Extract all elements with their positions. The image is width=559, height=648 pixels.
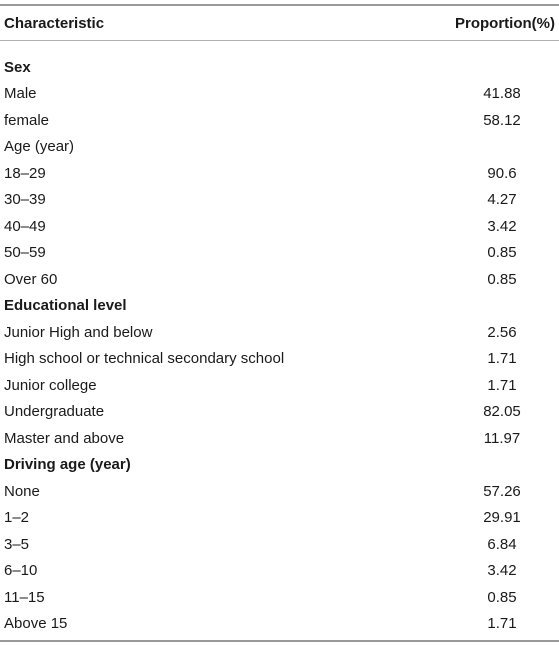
row-label: Undergraduate [4, 403, 105, 421]
table-row [0, 584, 559, 611]
table-row [0, 425, 559, 452]
section-heading: Sex [4, 58, 31, 76]
row-label: High school or technical secondary school [4, 350, 285, 368]
row-value: 0.85 [487, 588, 517, 606]
row-value: 0.85 [487, 270, 517, 288]
table-row [0, 134, 559, 161]
row-value: 58.12 [483, 111, 521, 129]
table-row [0, 266, 559, 293]
row-label: Master and above [4, 429, 125, 447]
table-bottom-rule [0, 640, 559, 642]
row-value: 2.56 [487, 323, 517, 341]
row-value: 1.71 [487, 350, 517, 368]
table-row [0, 531, 559, 558]
row-value: 1.71 [487, 615, 517, 633]
table-body [0, 54, 559, 637]
table-row [0, 107, 559, 134]
row-value: 3.42 [487, 217, 517, 235]
table-row [0, 478, 559, 505]
row-label: Male [4, 85, 37, 103]
row-value: 4.27 [487, 191, 517, 209]
table-row [0, 187, 559, 214]
table-row [0, 213, 559, 240]
row-value: 6.84 [487, 535, 517, 553]
table-row [0, 611, 559, 638]
row-label: 40–49 [4, 217, 46, 235]
section-heading-row [0, 452, 559, 479]
row-value: 82.05 [483, 403, 521, 421]
table-row [0, 399, 559, 426]
row-label: 6–10 [4, 562, 38, 580]
table-row [0, 81, 559, 108]
row-label: 18–29 [4, 164, 46, 182]
row-label: Over 60 [4, 270, 58, 288]
table-row [0, 558, 559, 585]
row-label: 30–39 [4, 191, 46, 209]
row-label: Age (year) [4, 138, 75, 156]
section-heading: Driving age (year) [4, 456, 131, 474]
section-heading-row [0, 293, 559, 320]
row-label: None [4, 482, 40, 500]
row-label: 11–15 [4, 588, 45, 606]
row-label: 1–2 [4, 509, 30, 527]
table-row [0, 240, 559, 267]
table-row [0, 505, 559, 532]
header-proportion: Proportion(%) [455, 14, 555, 32]
table-row [0, 346, 559, 373]
row-label: 3–5 [4, 535, 30, 553]
header-characteristic: Characteristic [4, 14, 105, 32]
table-row [0, 319, 559, 346]
row-value: 11.97 [483, 429, 521, 447]
row-value: 90.6 [487, 164, 517, 182]
row-value: 29.91 [483, 509, 521, 527]
row-value: 0.85 [487, 244, 517, 262]
row-value: 1.71 [487, 376, 517, 394]
row-value: 3.42 [487, 562, 517, 580]
table-header-row [0, 6, 559, 40]
row-value: 57.26 [483, 482, 521, 500]
row-label: Junior college [4, 376, 97, 394]
section-heading: Educational level [4, 297, 127, 315]
section-heading-row [0, 54, 559, 81]
row-label: 50–59 [4, 244, 46, 262]
table-row [0, 160, 559, 187]
row-label: Junior High and below [4, 323, 153, 341]
row-label: female [4, 111, 50, 129]
table-header-rule [0, 40, 559, 41]
table-row [0, 372, 559, 399]
row-value: 41.88 [483, 85, 521, 103]
row-label: Above 15 [4, 615, 68, 633]
